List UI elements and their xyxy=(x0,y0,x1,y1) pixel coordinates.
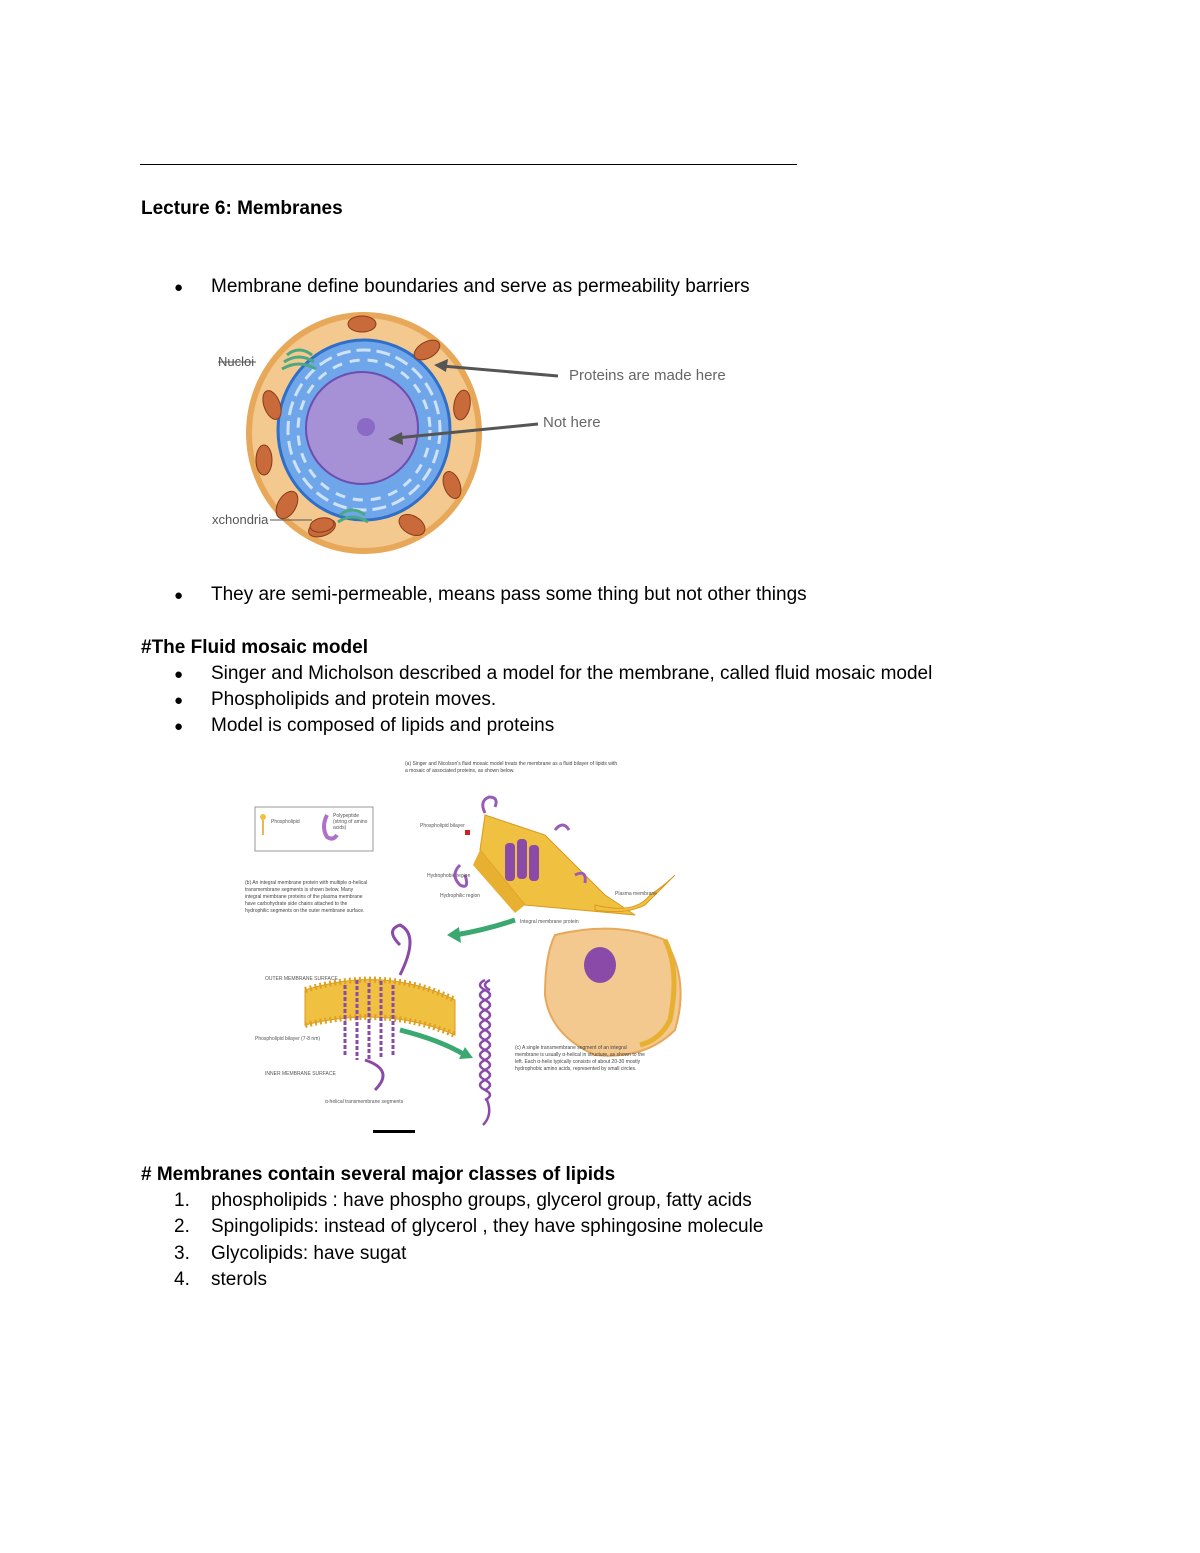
legend-phospholipid: Phospholipid xyxy=(271,819,300,825)
list-item-text: Phospholipids and protein moves. xyxy=(211,689,497,710)
bullet-icon: ● xyxy=(174,692,184,709)
cell-nucleus xyxy=(584,947,616,983)
figure-underline xyxy=(373,1130,415,1133)
page-title: Lecture 6: Membranes xyxy=(141,198,343,219)
bullet-icon: ● xyxy=(174,666,184,683)
caption-c: (c) A single transmembrane segment of an integral membrane is usually α-helical in structure, as shown to the left. Each α-helix typically consists of about 20-30 mostly hydrophobic amino acids, represented by small circles. xyxy=(515,1045,645,1072)
caption-b: (b) An integral membrane protein with multiple α-helical transmembrane segments is shown below. Many integral membrane proteins of the plasma membrane have carbohydrate side chains attached to the hydrophilic segments on the outer membrane surface. xyxy=(245,880,368,914)
caption-a: (a) Singer and Nicolson's fluid mosaic model treats the membrane as a fluid bilayer of lipids with a mosaic of associated proteins, as shown below. xyxy=(405,761,618,774)
list-item xyxy=(174,1190,752,1212)
list-number: 3. xyxy=(174,1243,190,1264)
list-item xyxy=(174,715,554,737)
list-item xyxy=(174,663,932,685)
label-bilayer-nm: Phospholipid bilayer (7-8 nm) xyxy=(255,1036,321,1042)
cell-diagram xyxy=(212,310,752,560)
fluid-mosaic-diagram xyxy=(215,755,700,1140)
list-item-text: phospholipids : have phospho groups, glycerol group, fatty acids xyxy=(211,1190,752,1211)
section-heading: # Membranes contain several major classes of lipids xyxy=(141,1164,616,1185)
label-helical: α-helical transmembrane segments xyxy=(325,1099,404,1105)
mitochondria-label: xchondria xyxy=(212,512,269,527)
label-outer: OUTER MEMBRANE SURFACE xyxy=(265,976,338,982)
label-hydrophilic: Hydrophilic region xyxy=(440,893,481,899)
list-item xyxy=(174,1243,406,1265)
list-item-text: Glycolipids: have sugat xyxy=(211,1243,407,1264)
integral-protein-upper xyxy=(505,839,539,881)
bullet-icon: ● xyxy=(174,279,184,296)
list-item xyxy=(174,689,496,711)
not-here-label: Not here xyxy=(543,414,601,431)
green-arrow-icon xyxy=(455,920,515,935)
nucloi-label: Nucloi xyxy=(218,354,255,369)
list-item xyxy=(174,1216,763,1238)
list-item xyxy=(174,584,807,606)
section-heading: #The Fluid mosaic model xyxy=(141,637,368,658)
list-item-text: sterols xyxy=(211,1269,267,1290)
legend-polypeptide: Polypeptide (string of amino acids) xyxy=(333,813,368,831)
list-number: 2. xyxy=(174,1216,190,1237)
proteins-label: Proteins are made here xyxy=(569,367,726,384)
list-item-text: Spingolipids: instead of glycerol , they have sphingosine molecule xyxy=(211,1216,764,1237)
bullet-icon: ● xyxy=(174,587,184,604)
single-helix xyxy=(480,980,490,1125)
list-item-text: Membrane define boundaries and serve as permeability barriers xyxy=(211,276,750,297)
membrane-sheet xyxy=(480,815,635,915)
label-integral: Integral membrane protein xyxy=(520,919,579,925)
list-item xyxy=(174,1269,267,1291)
list-item xyxy=(174,276,750,298)
bullet-icon: ● xyxy=(174,718,184,735)
list-item-text: Singer and Micholson described a model for the membrane, called fluid mosaic model xyxy=(211,663,933,684)
horizontal-rule xyxy=(140,164,797,165)
list-number: 4. xyxy=(174,1269,190,1290)
label-hydrophobic: Hydrophobic region xyxy=(427,873,471,879)
list-item-text: Model is composed of lipids and proteins xyxy=(211,715,555,736)
list-number: 1. xyxy=(174,1190,190,1211)
list-item-text: They are semi-permeable, means pass some thing but not other things xyxy=(211,584,807,605)
label-inner: INNER MEMBRANE SURFACE xyxy=(265,1071,336,1077)
label-plasma: Plasma membrane xyxy=(615,891,657,897)
nucleolus xyxy=(357,418,375,436)
label-bilayer: Phospholipid bilayer xyxy=(420,823,465,829)
